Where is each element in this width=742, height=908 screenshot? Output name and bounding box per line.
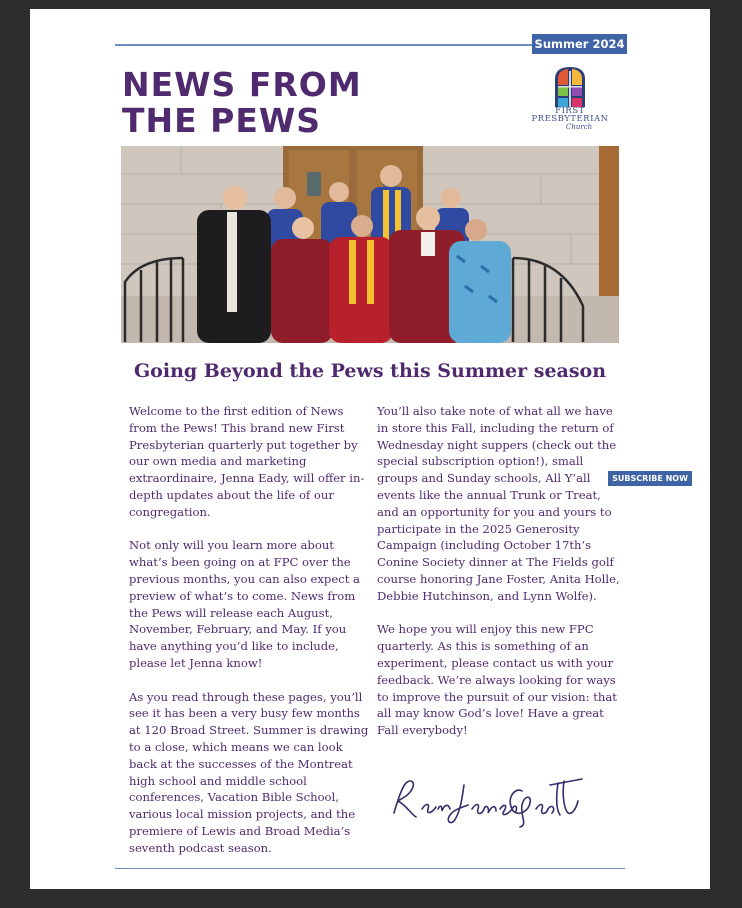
top-divider <box>115 44 561 46</box>
article-paragraph: We hope you will enjoy this new FPC quarterly. As this is something of an experiment, please contact us with your feedback. We’re always looking for ways to improve the pursuit of our vision: that all may know God’s love! Have a great Fall everybody! <box>377 622 617 738</box>
masthead-title <box>122 67 362 139</box>
article-paragraph: Not only will you learn more about what’s been going on at FPC over the previous months, you can also expect a preview of what’s to come. News from the Pews will release each August, November, February, and May. If you have anything you’d like to include, please let Jenna know! <box>129 538 360 670</box>
newsletter-page <box>30 9 710 889</box>
church-logo <box>530 63 610 135</box>
article-column-right <box>377 403 621 756</box>
article-column-left <box>129 403 373 873</box>
logo-text-church: Church <box>566 123 593 131</box>
article-paragraph: Welcome to the first edition of News from the Pews! This brand new First Presbyterian quarterly put together by our own media and marketing extraordinaire, Jenna Eady, will offer in-depth updates about the life of our congregation. <box>129 404 365 519</box>
article-headline: Going Beyond the Pews this Summer season <box>133 360 607 382</box>
logo-text-first: FIRST <box>555 106 585 116</box>
bottom-divider <box>115 868 625 869</box>
masthead-line-1: NEWS FROM <box>122 65 362 104</box>
group-photo-illustration <box>121 146 619 343</box>
subscribe-now-button[interactable]: SUBSCRIBE NOW <box>608 471 692 486</box>
edition-badge: Summer 2024 <box>532 34 627 54</box>
pastor-signature <box>388 769 588 829</box>
stained-glass-window-icon <box>552 65 588 107</box>
masthead-line-2: THE PEWS <box>122 101 322 140</box>
logo-text-presbyterian: PRESBYTERIAN <box>531 114 609 124</box>
article-paragraph: You’ll also take note of what all we have in store this Fall, including the return of Wednesday night suppers (check out the special subscription option!), small groups and Sunday schools, All Y’all events like the annual Trunk or Treat, and an opportunity for you and yours to participate in the 2025 Generosity Campaign (including October 17th’s Conine Society dinner at The Fields golf course honoring Jane Foster, Anita Holle, Debbie Hutchinson, and Lynn Wolfe). <box>377 404 620 603</box>
article-paragraph: As you read through these pages, you’ll see it has been a very busy few months at 120 Broad Street. Summer is drawing to a close, which means we can look back at the successes of the Montreat high school and middle school conferences, Vacation Bible School, various local mission projects, and the premiere of Lewis and Broad Media’s seventh podcast season. <box>129 689 369 855</box>
